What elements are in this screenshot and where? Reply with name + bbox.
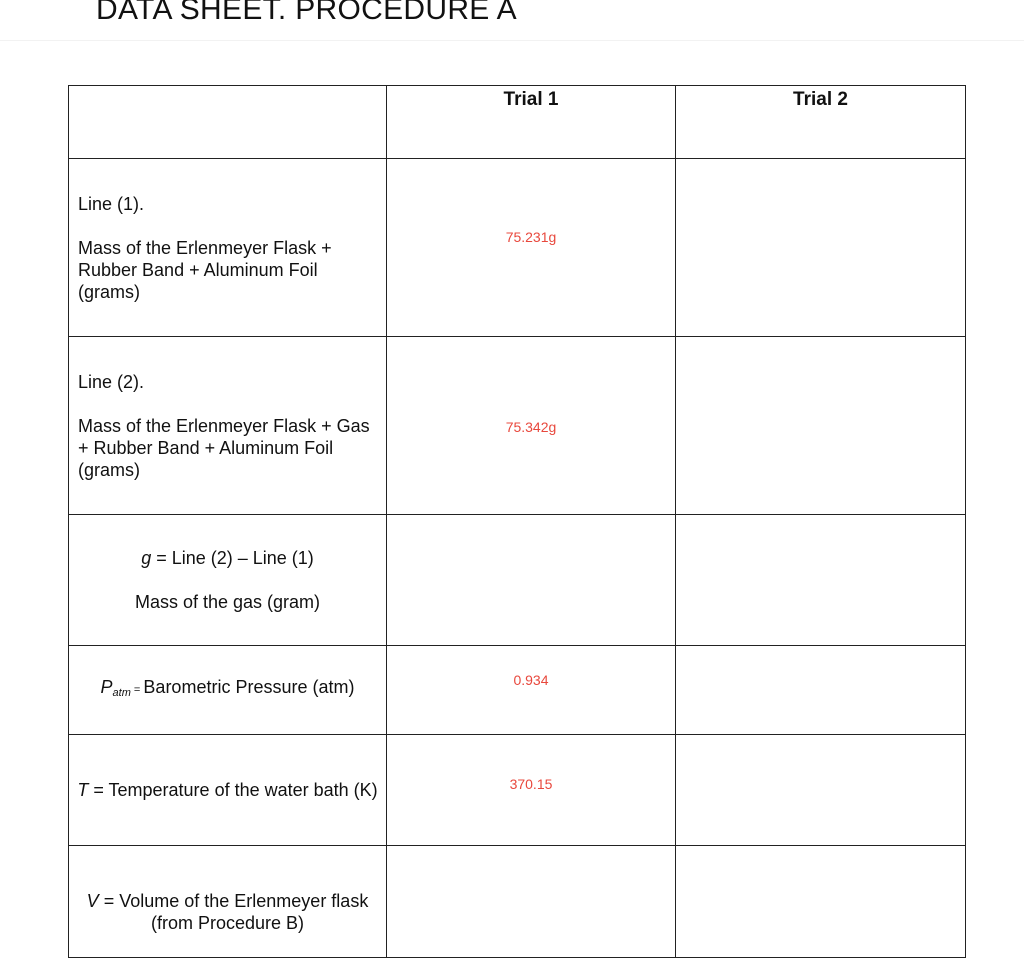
table-row-line-2 xyxy=(69,337,966,515)
data-table xyxy=(68,85,966,958)
line-description: Mass of the Erlenmeyer Flask + Gas + Rubber Band + Aluminum Foil (grams) xyxy=(78,415,370,480)
trial-1-value-cell[interactable] xyxy=(387,735,676,846)
trial-1-value-cell[interactable] xyxy=(387,846,676,958)
row-label-temperature xyxy=(69,735,387,846)
trial-2-value-cell[interactable] xyxy=(676,646,966,735)
table-row-volume xyxy=(69,846,966,958)
trial-1-value: 75.231g xyxy=(505,228,557,245)
line-number: Line (2). xyxy=(78,371,145,392)
table-row-gas-mass xyxy=(69,515,966,646)
header-row xyxy=(69,86,966,159)
column-header-trial-1: Trial 1 xyxy=(387,86,676,159)
trial-1-value: 0.934 xyxy=(513,672,549,688)
temperature-description: = Temperature of the water bath (K) xyxy=(88,780,378,800)
row-label-line-1 xyxy=(69,159,387,337)
symbol-t: T xyxy=(77,780,89,800)
row-label-line-2 xyxy=(69,337,387,515)
trial-2-value-cell[interactable] xyxy=(676,159,966,337)
trial-2-value-cell[interactable] xyxy=(676,735,966,846)
line-description: Mass of the Erlenmeyer Flask + Rubber Band + Aluminum Foil (grams) xyxy=(78,237,332,302)
table-row-line-1 xyxy=(69,159,966,337)
column-header-trial-2: Trial 2 xyxy=(676,86,966,159)
volume-label xyxy=(77,870,378,934)
page-top-rule xyxy=(0,40,1024,41)
formula-text: = Line (2) – Line (1) xyxy=(151,548,314,568)
trial-2-value-cell[interactable] xyxy=(676,515,966,646)
page-title: DATA SHEET. PROCEDURE A xyxy=(96,0,517,26)
trial-1-value-cell[interactable] xyxy=(387,515,676,646)
trial-1-value-cell[interactable] xyxy=(387,646,676,735)
trial-2-value-cell[interactable] xyxy=(676,337,966,515)
pressure-description: Barometric Pressure (atm) xyxy=(143,677,355,697)
gas-mass-description: Mass of the gas (gram) xyxy=(134,592,321,612)
trial-2-value-cell[interactable] xyxy=(676,846,966,958)
row-label-volume xyxy=(69,846,387,958)
equals-sign: = xyxy=(130,684,144,696)
trial-1-value-cell[interactable] xyxy=(387,337,676,515)
subscript-atm: atm xyxy=(112,687,131,699)
volume-description: = Volume of the Erlenmeyer flask (from Procedure B) xyxy=(98,890,369,933)
gas-mass-formula xyxy=(77,547,378,569)
symbol-v: V xyxy=(86,890,99,911)
temperature-label xyxy=(77,779,378,801)
pressure-label xyxy=(77,676,378,704)
trial-1-value: 370.15 xyxy=(509,776,553,792)
header-empty-cell xyxy=(69,86,387,159)
trial-1-value: 75.342g xyxy=(505,418,557,435)
line-number: Line (1). xyxy=(78,193,145,214)
symbol-g: g xyxy=(141,548,152,568)
row-label-pressure xyxy=(69,646,387,735)
table-row-pressure xyxy=(69,646,966,735)
trial-1-value-cell[interactable] xyxy=(387,159,676,337)
symbol-p: P xyxy=(100,677,113,697)
table-row-temperature xyxy=(69,735,966,846)
row-label-gas-mass xyxy=(69,515,387,646)
